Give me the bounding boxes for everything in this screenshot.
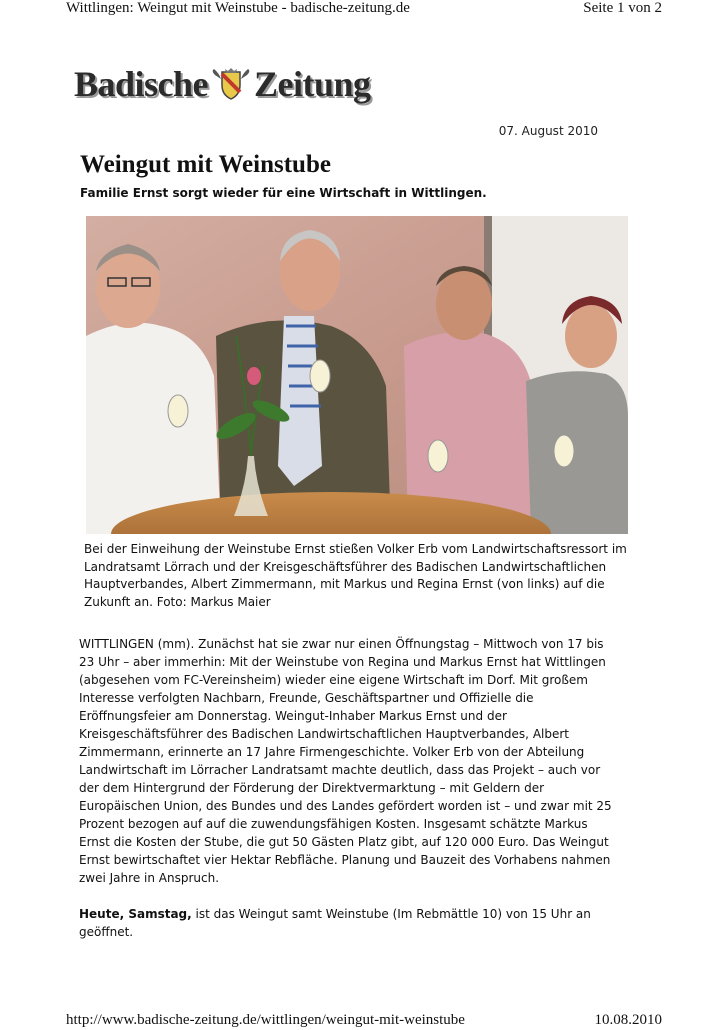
article-paragraph: WITTLINGEN (mm). Zunächst hat sie zwar nur einen Öffnungstag – Mittwoch von 17 bis 23 Uhr – aber immerhin: Mit der Weinstube von Regina und Markus Ernst hat Wittlingen (abgesehen vom FC-Vereinsheim) wieder eine eigene Wirtschaft im Dorf. Mit großem Interesse verfolgten Nachbarn, Freunde, Geschäftspartner und Offizielle die Eröffnungsfeier am Donnerstag. Weingut-Inhaber Markus Ernst und der Kreisgeschäftsführer des Badischen Landwirtschaftlichen Hauptverbandes, Albert Zimmermann, erinnerte an 17 Jahre Firmengeschichte. Volker Erb von der Abteilung Landwirtschaft im Lörracher Landratsamt machte deutlich, dass das Projekt – auch vor der dem Hintergrund der Förderung der Direktvermarktung – mit Geldern der Europäischen Union, des Bundes und des Landes gefördert worden ist – und zwar mit 25 Prozent bezogen auf auf die zuwendungsfähigen Kosten. Insgesamt schätzte Markus Ernst die Kosten der Stube, die gut 50 Gästen Platz gibt, auf 120 000 Euro. Das Weingut Ernst bewirtschaftet vier Hektar Rebfläche. Planung und Bauzeit des Vorhabens nahmen zwei Jahre in Anspruch. — [79, 637, 612, 885]
newspaper-logo — [74, 62, 370, 106]
print-header-title: Wittlingen: Weingut mit Weinstube - badische-zeitung.de — [66, 0, 410, 16]
article-subheadline: Familie Ernst sorgt wieder für eine Wirtschaft in Wittlingen. — [80, 186, 487, 200]
opening-hours-text: ist das Weingut samt Weinstube (Im Rebmättle 10) von 15 Uhr an geöffnet. — [79, 907, 591, 939]
photo-caption: Bei der Einweihung der Weinstube Ernst stießen Volker Erb vom Landwirtschaftsressort im Landratsamt Lörrach und der Kreisgeschäftsführer des Badischen Landwirtschaftlichen Hauptverbandes, Albert Zimmermann, mit Markus und Regina Ernst (von links) auf die Zukunft an. Foto: Markus Maier — [84, 542, 627, 609]
print-header-page-number: Seite 1 von 2 — [583, 0, 662, 16]
article-headline: Weingut mit Weinstube — [80, 151, 331, 178]
article-date: 07. August 2010 — [498, 124, 598, 138]
print-footer-url: http://www.badische-zeitung.de/wittlingen/weingut-mit-weinstube — [66, 1012, 465, 1028]
print-footer-date: 10.08.2010 — [594, 1012, 662, 1028]
article-photo — [86, 216, 628, 534]
article-body — [79, 635, 619, 941]
logo-word-zeitung: Zeitung — [254, 64, 371, 104]
opening-hours-lead: Heute, Samstag, — [79, 907, 192, 921]
article-paragraph-opening-hours — [79, 905, 619, 941]
coat-of-arms-icon — [211, 67, 251, 101]
logo-word-badische: Badische — [74, 64, 209, 104]
